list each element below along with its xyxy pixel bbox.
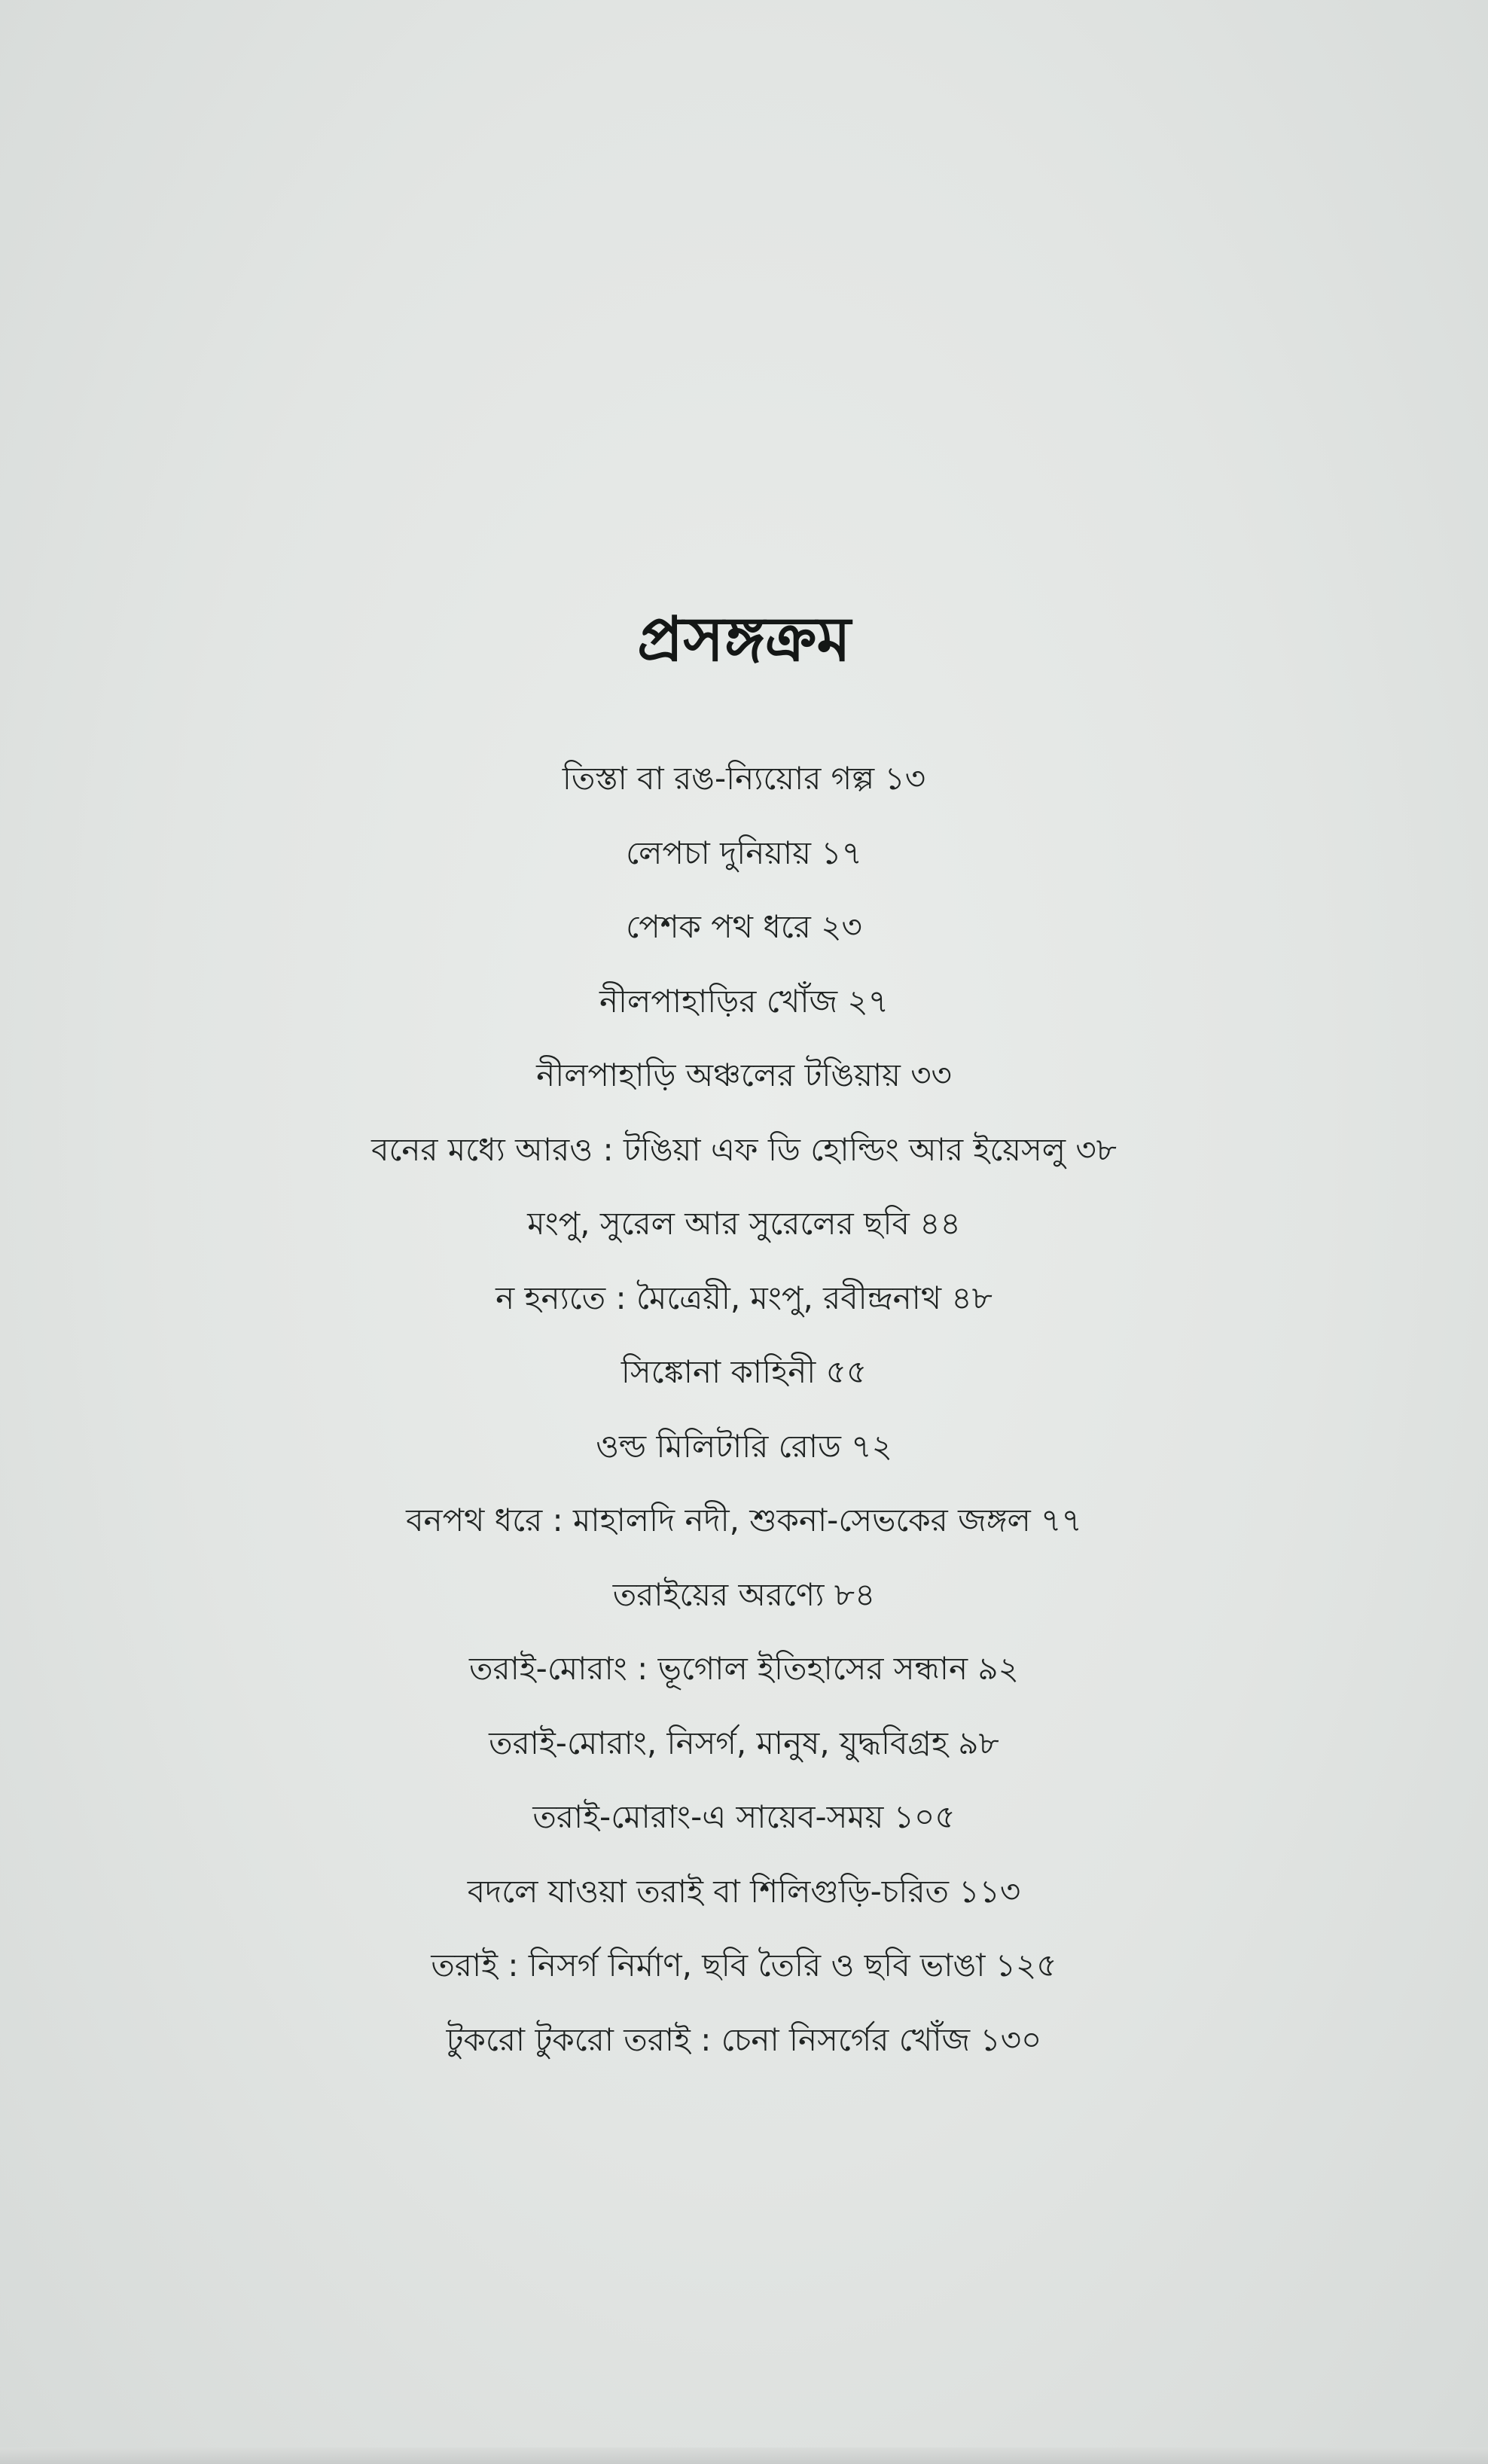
- toc-entry: [0, 1410, 1488, 1484]
- toc-entry-text: ন হন্যতে : মৈত্রেয়ী, মংপু, রবীন্দ্রনাথ ৪৮: [495, 1279, 993, 1316]
- toc-entry: [0, 742, 1488, 816]
- toc-entry-text: সিঙ্কোনা কাহিনী ৫৫: [621, 1353, 867, 1391]
- table-of-contents: [0, 742, 1488, 2077]
- toc-entry: [0, 1335, 1488, 1410]
- toc-entry: [0, 1780, 1488, 1855]
- toc-entry: [0, 1187, 1488, 1261]
- toc-entry: [0, 890, 1488, 965]
- toc-entry-text: লেপচা দুনিয়ায় ১৭: [626, 834, 862, 871]
- toc-entry: [0, 1855, 1488, 1929]
- page-bottom-edge: [0, 2447, 1488, 2464]
- toc-entry-text: পেশক পথ ধরে ২৩: [626, 908, 862, 946]
- toc-entry: [0, 965, 1488, 1039]
- toc-entry: [0, 816, 1488, 891]
- toc-entry: [0, 1484, 1488, 1558]
- toc-entry: [0, 1038, 1488, 1113]
- toc-entry: [0, 1929, 1488, 2003]
- toc-entry-text: তিস্তা বা রঙ-ন্যিয়োর গল্প ১৩: [562, 760, 926, 797]
- toc-entry: [0, 1113, 1488, 1188]
- toc-entry-text: তরাইয়ের অরণ্যে ৮৪: [612, 1575, 876, 1613]
- toc-entry: [0, 2003, 1488, 2078]
- toc-entry-text: টুকরো টুকরো তরাই : চেনা নিসর্গের খোঁজ ১৩০: [446, 2020, 1042, 2058]
- toc-entry-text: মংপু, সুরেল আর সুরেলের ছবি ৪৪: [527, 1205, 961, 1243]
- toc-entry-text: বদলে যাওয়া তরাই বা শিলিগুড়ি-চরিত ১১৩: [467, 1872, 1021, 1910]
- toc-entry-text: নীলপাহাড়ি অঞ্চলের টঙিয়ায় ৩৩: [536, 1057, 952, 1094]
- toc-entry-text: তরাই-মোরাং-এ সায়েব-সময় ১০৫: [532, 1798, 956, 1836]
- toc-entry: [0, 1632, 1488, 1706]
- toc-entry-text: বনের মধ্যে আরও : টঙিয়া এফ ডি হোল্ডিং আর ইয়েসলু ৩৮: [371, 1130, 1117, 1168]
- toc-entry-text: তরাই-মোরাং, নিসর্গ, মানুষ, যুদ্ধবিগ্রহ ৯৮: [489, 1724, 999, 1761]
- toc-entry-text: তরাই-মোরাং : ভূগোল ইতিহাসের সন্ধান ৯২: [469, 1650, 1019, 1688]
- toc-entry-text: নীলপাহাড়ির খোঁজ ২৭: [599, 982, 889, 1020]
- contents-title: প্রসঙ্গক্রম: [637, 604, 851, 675]
- toc-entry: [0, 1558, 1488, 1633]
- toc-entry-text: ওল্ড মিলিটারি রোড ৭২: [596, 1427, 892, 1465]
- toc-entry-text: বনপথ ধরে : মাহালদি নদী, শুকনা-সেভকের জঙ্গল ৭৭: [406, 1502, 1082, 1539]
- toc-entry-text: তরাই : নিসর্গ নির্মাণ, ছবি তৈরি ও ছবি ভাঙা ১২৫: [431, 1947, 1057, 1984]
- toc-entry: [0, 1261, 1488, 1336]
- toc-entry: [0, 1706, 1488, 1781]
